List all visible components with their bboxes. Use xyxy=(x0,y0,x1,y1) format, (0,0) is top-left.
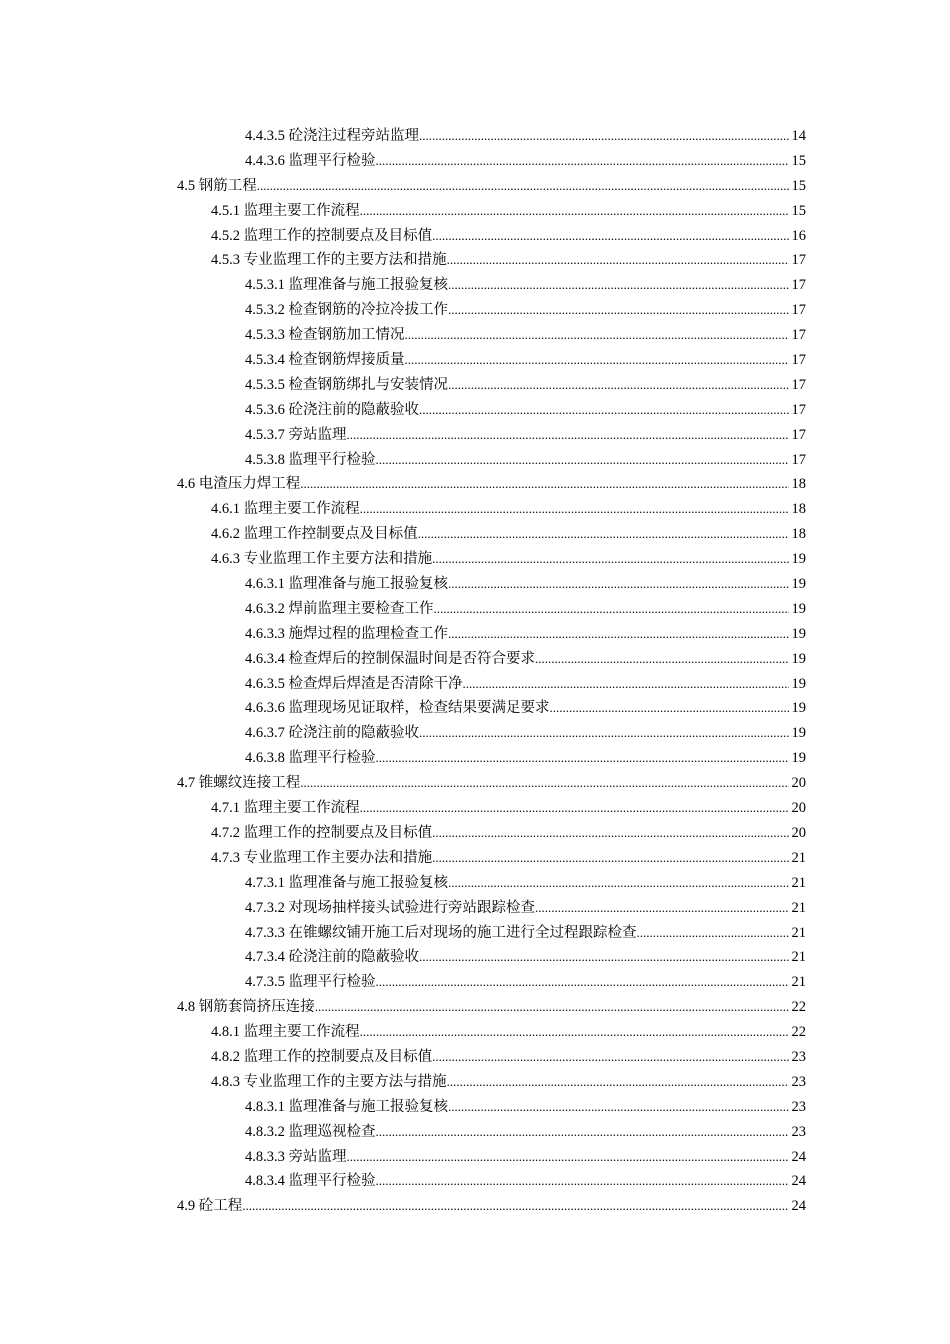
toc-dot-leader xyxy=(360,497,789,522)
toc-dot-leader xyxy=(418,522,789,547)
toc-entry[interactable] xyxy=(0,1020,950,1045)
toc-dot-leader xyxy=(432,821,789,846)
toc-page-number: 22 xyxy=(791,1024,806,1041)
toc-page-number: 16 xyxy=(791,227,806,244)
toc-entry-title: 4.9 砼工程 xyxy=(177,1198,243,1215)
toc-entry[interactable] xyxy=(0,1045,950,1070)
toc-dot-leader xyxy=(448,622,789,647)
toc-entry[interactable] xyxy=(0,771,950,796)
toc-page-number: 17 xyxy=(791,327,806,344)
toc-entry-title: 4.6.3.3 施焊过程的监理检查工作 xyxy=(245,625,448,642)
toc-entry[interactable] xyxy=(0,896,950,921)
toc-page-number: 23 xyxy=(791,1048,806,1065)
toc-dot-leader xyxy=(242,1194,789,1219)
toc-page-number: 17 xyxy=(791,376,806,393)
toc-dot-leader xyxy=(419,945,789,970)
toc-page-number: 15 xyxy=(791,152,806,169)
toc-page-number: 21 xyxy=(791,974,806,991)
toc-entry[interactable] xyxy=(0,597,950,622)
toc-entry[interactable] xyxy=(0,1120,950,1145)
toc-dot-leader xyxy=(448,298,789,323)
toc-dot-leader xyxy=(300,771,789,796)
toc-entry[interactable] xyxy=(0,472,950,497)
toc-entry[interactable] xyxy=(0,199,950,224)
toc-page-number: 20 xyxy=(791,824,806,841)
toc-entry[interactable] xyxy=(0,448,950,473)
toc-entry[interactable] xyxy=(0,721,950,746)
toc-entry[interactable] xyxy=(0,1145,950,1170)
toc-entry[interactable] xyxy=(0,423,950,448)
toc-page-number: 23 xyxy=(791,1073,806,1090)
toc-dot-leader xyxy=(347,1145,790,1170)
toc-entry-title: 4.6.3.7 砼浇注前的隐蔽验收 xyxy=(245,725,419,742)
toc-page-number: 17 xyxy=(791,252,806,269)
toc-entry[interactable] xyxy=(0,995,950,1020)
toc-entry-title: 4.6.2 监理工作控制要点及目标值 xyxy=(211,526,418,543)
toc-page-number: 21 xyxy=(791,949,806,966)
toc-entry-title: 4.8.3.4 监理平行检验 xyxy=(245,1173,376,1190)
toc-page-number: 23 xyxy=(791,1123,806,1140)
toc-entry-title: 4.5.3.4 检查钢筋焊接质量 xyxy=(245,352,405,369)
toc-entry-title: 4.7.3.3 在锥螺纹铺开施工后对现场的施工进行全过程跟踪检查 xyxy=(245,924,637,941)
toc-dot-leader xyxy=(448,871,789,896)
toc-entry[interactable] xyxy=(0,323,950,348)
toc-dot-leader xyxy=(432,1045,789,1070)
toc-entry-title: 4.5.3.3 检查钢筋加工情况 xyxy=(245,327,405,344)
toc-entry[interactable] xyxy=(0,846,950,871)
toc-entry-title: 4.5.3.2 检查钢筋的冷拉冷拔工作 xyxy=(245,302,448,319)
toc-dot-leader xyxy=(447,1070,789,1095)
toc-page-number: 19 xyxy=(791,750,806,767)
toc-dot-leader xyxy=(376,1120,790,1145)
toc-page-number: 19 xyxy=(791,650,806,667)
toc-dot-leader xyxy=(637,921,790,946)
toc-dot-leader xyxy=(432,547,789,572)
toc-entry[interactable] xyxy=(0,1095,950,1120)
toc-dot-leader xyxy=(448,572,789,597)
toc-entry[interactable] xyxy=(0,672,950,697)
toc-dot-leader xyxy=(376,448,790,473)
toc-dot-leader xyxy=(419,124,789,149)
toc-page-number: 20 xyxy=(791,775,806,792)
toc-entry[interactable] xyxy=(0,696,950,721)
toc-entry-title: 4.5.2 监理工作的控制要点及目标值 xyxy=(211,227,433,244)
toc-entry[interactable] xyxy=(0,348,950,373)
toc-entry-title: 4.8.1 监理主要工作流程 xyxy=(211,1024,360,1041)
toc-page-number: 24 xyxy=(791,1173,806,1190)
toc-entry-title: 4.8.3.2 监理巡视检查 xyxy=(245,1123,376,1140)
toc-entry[interactable] xyxy=(0,1169,950,1194)
toc-dot-leader xyxy=(463,672,790,697)
toc-page-number: 21 xyxy=(791,849,806,866)
toc-dot-leader xyxy=(419,721,789,746)
toc-page-number: 15 xyxy=(791,202,806,219)
toc-entry[interactable] xyxy=(0,970,950,995)
toc-entry-title: 4.6.3.4 检查焊后的控制保温时间是否符合要求 xyxy=(245,650,535,667)
toc-entry-title: 4.5.3.1 监理准备与施工报验复核 xyxy=(245,277,448,294)
toc-entry[interactable] xyxy=(0,224,950,249)
toc-dot-leader xyxy=(432,846,789,871)
table-of-contents xyxy=(0,124,950,1219)
toc-page-number: 17 xyxy=(791,401,806,418)
toc-entry-title: 4.7.3.2 对现场抽样接头试验进行旁站跟踪检查 xyxy=(245,899,535,916)
toc-entry[interactable] xyxy=(0,921,950,946)
toc-page-number: 20 xyxy=(791,800,806,817)
toc-entry-title: 4.8.3.1 监理准备与施工报验复核 xyxy=(245,1098,448,1115)
toc-entry-title: 4.7.3.5 监理平行检验 xyxy=(245,974,376,991)
toc-page-number: 19 xyxy=(791,551,806,568)
toc-entry-title: 4.5.3.8 监理平行检验 xyxy=(245,451,376,468)
toc-entry[interactable] xyxy=(0,522,950,547)
toc-entry-title: 4.7.3.1 监理准备与施工报验复核 xyxy=(245,874,448,891)
toc-entry[interactable] xyxy=(0,149,950,174)
toc-dot-leader xyxy=(347,423,790,448)
toc-page-number: 19 xyxy=(791,576,806,593)
toc-dot-leader xyxy=(376,1169,790,1194)
toc-page-number: 23 xyxy=(791,1098,806,1115)
toc-dot-leader xyxy=(257,174,789,199)
toc-dot-leader xyxy=(360,796,789,821)
toc-dot-leader xyxy=(432,224,789,249)
toc-entry[interactable] xyxy=(0,821,950,846)
toc-entry-title: 4.8.3.3 旁站监理 xyxy=(245,1148,347,1165)
toc-entry-title: 4.6.3.6 监理现场见证取样，检查结果要满足要求 xyxy=(245,700,550,717)
toc-page-number: 18 xyxy=(791,501,806,518)
toc-dot-leader xyxy=(448,373,789,398)
toc-entry-title: 4.4.3.6 监理平行检验 xyxy=(245,152,376,169)
toc-entry[interactable] xyxy=(0,124,950,149)
toc-page-number: 15 xyxy=(791,177,806,194)
toc-entry-title: 4.5.3.6 砼浇注前的隐蔽验收 xyxy=(245,401,419,418)
toc-page-number: 19 xyxy=(791,625,806,642)
toc-page-number: 14 xyxy=(791,128,806,144)
toc-entry-title: 4.4.3.5 砼浇注过程旁站监理 xyxy=(245,128,419,144)
toc-dot-leader xyxy=(376,746,790,771)
toc-entry[interactable] xyxy=(0,796,950,821)
toc-entry-title: 4.5.1 监理主要工作流程 xyxy=(211,202,360,219)
toc-entry-title: 4.7.2 监理工作的控制要点及目标值 xyxy=(211,824,433,841)
toc-entry-title: 4.7.3.4 砼浇注前的隐蔽验收 xyxy=(245,949,419,966)
toc-entry[interactable] xyxy=(0,174,950,199)
toc-page-number: 18 xyxy=(791,476,806,493)
toc-entry-title: 4.8 钢筋套筒挤压连接 xyxy=(177,999,315,1016)
toc-entry[interactable] xyxy=(0,871,950,896)
toc-dot-leader xyxy=(315,995,789,1020)
toc-entry[interactable] xyxy=(0,373,950,398)
toc-entry-title: 4.5.3 专业监理工作的主要方法和措施 xyxy=(211,252,447,269)
toc-entry[interactable] xyxy=(0,547,950,572)
toc-entry-title: 4.6.3.1 监理准备与施工报验复核 xyxy=(245,576,448,593)
toc-entry-title: 4.7.3 专业监理工作主要办法和措施 xyxy=(211,849,433,866)
toc-dot-leader xyxy=(360,1020,789,1045)
toc-entry[interactable] xyxy=(0,572,950,597)
toc-page-number: 19 xyxy=(791,725,806,742)
toc-dot-leader xyxy=(405,323,790,348)
toc-page-number: 22 xyxy=(791,999,806,1016)
toc-dot-leader xyxy=(405,348,790,373)
toc-dot-leader xyxy=(300,472,789,497)
toc-dot-leader xyxy=(535,896,789,921)
toc-entry[interactable] xyxy=(0,1194,950,1219)
toc-entry-title: 4.5.3.7 旁站监理 xyxy=(245,426,347,443)
toc-entry-title: 4.8.2 监理工作的控制要点及目标值 xyxy=(211,1048,433,1065)
toc-page-number: 21 xyxy=(791,924,806,941)
toc-page-number: 21 xyxy=(791,874,806,891)
toc-dot-leader xyxy=(535,647,789,672)
toc-entry-title: 4.6.1 监理主要工作流程 xyxy=(211,501,360,518)
toc-dot-leader xyxy=(434,597,790,622)
toc-dot-leader xyxy=(448,273,789,298)
toc-dot-leader xyxy=(550,696,790,721)
toc-entry[interactable] xyxy=(0,398,950,423)
toc-entry[interactable] xyxy=(0,945,950,970)
toc-page-number: 19 xyxy=(791,600,806,617)
toc-page-number: 17 xyxy=(791,451,806,468)
toc-page-number: 18 xyxy=(791,526,806,543)
toc-entry-title: 4.6.3.8 监理平行检验 xyxy=(245,750,376,767)
toc-page-number: 19 xyxy=(791,700,806,717)
toc-dot-leader xyxy=(447,248,789,273)
toc-dot-leader xyxy=(376,149,790,174)
toc-page-number: 21 xyxy=(791,899,806,916)
toc-entry-title: 4.8.3 专业监理工作的主要方法与措施 xyxy=(211,1073,447,1090)
toc-entry[interactable] xyxy=(0,273,950,298)
toc-entry-title: 4.6.3 专业监理工作主要方法和措施 xyxy=(211,551,433,568)
toc-dot-leader xyxy=(376,970,790,995)
toc-page-number: 24 xyxy=(791,1198,806,1215)
toc-entry-title: 4.6.3.5 检查焊后焊渣是否清除干净 xyxy=(245,675,463,692)
toc-entry[interactable] xyxy=(0,298,950,323)
toc-page-number: 17 xyxy=(791,352,806,369)
toc-page-number: 17 xyxy=(791,426,806,443)
toc-entry[interactable] xyxy=(0,248,950,273)
toc-dot-leader xyxy=(448,1095,789,1120)
toc-page-number: 17 xyxy=(791,302,806,319)
toc-entry[interactable] xyxy=(0,1070,950,1095)
toc-entry-title: 4.7.1 监理主要工作流程 xyxy=(211,800,360,817)
toc-entry-title: 4.6 电渣压力焊工程 xyxy=(177,476,301,493)
toc-entry-title: 4.7 锥螺纹连接工程 xyxy=(177,775,301,792)
toc-dot-leader xyxy=(360,199,789,224)
toc-entry-title: 4.5 钢筋工程 xyxy=(177,177,257,194)
toc-entry-title: 4.5.3.5 检查钢筋绑扎与安装情况 xyxy=(245,376,448,393)
toc-entry-title: 4.6.3.2 焊前监理主要检查工作 xyxy=(245,600,434,617)
toc-page-number: 24 xyxy=(791,1148,806,1165)
toc-entry[interactable] xyxy=(0,622,950,647)
toc-dot-leader xyxy=(419,398,789,423)
toc-entry[interactable] xyxy=(0,497,950,522)
toc-entry[interactable] xyxy=(0,647,950,672)
toc-page-number: 19 xyxy=(791,675,806,692)
toc-entry[interactable] xyxy=(0,746,950,771)
toc-page-number: 17 xyxy=(791,277,806,294)
